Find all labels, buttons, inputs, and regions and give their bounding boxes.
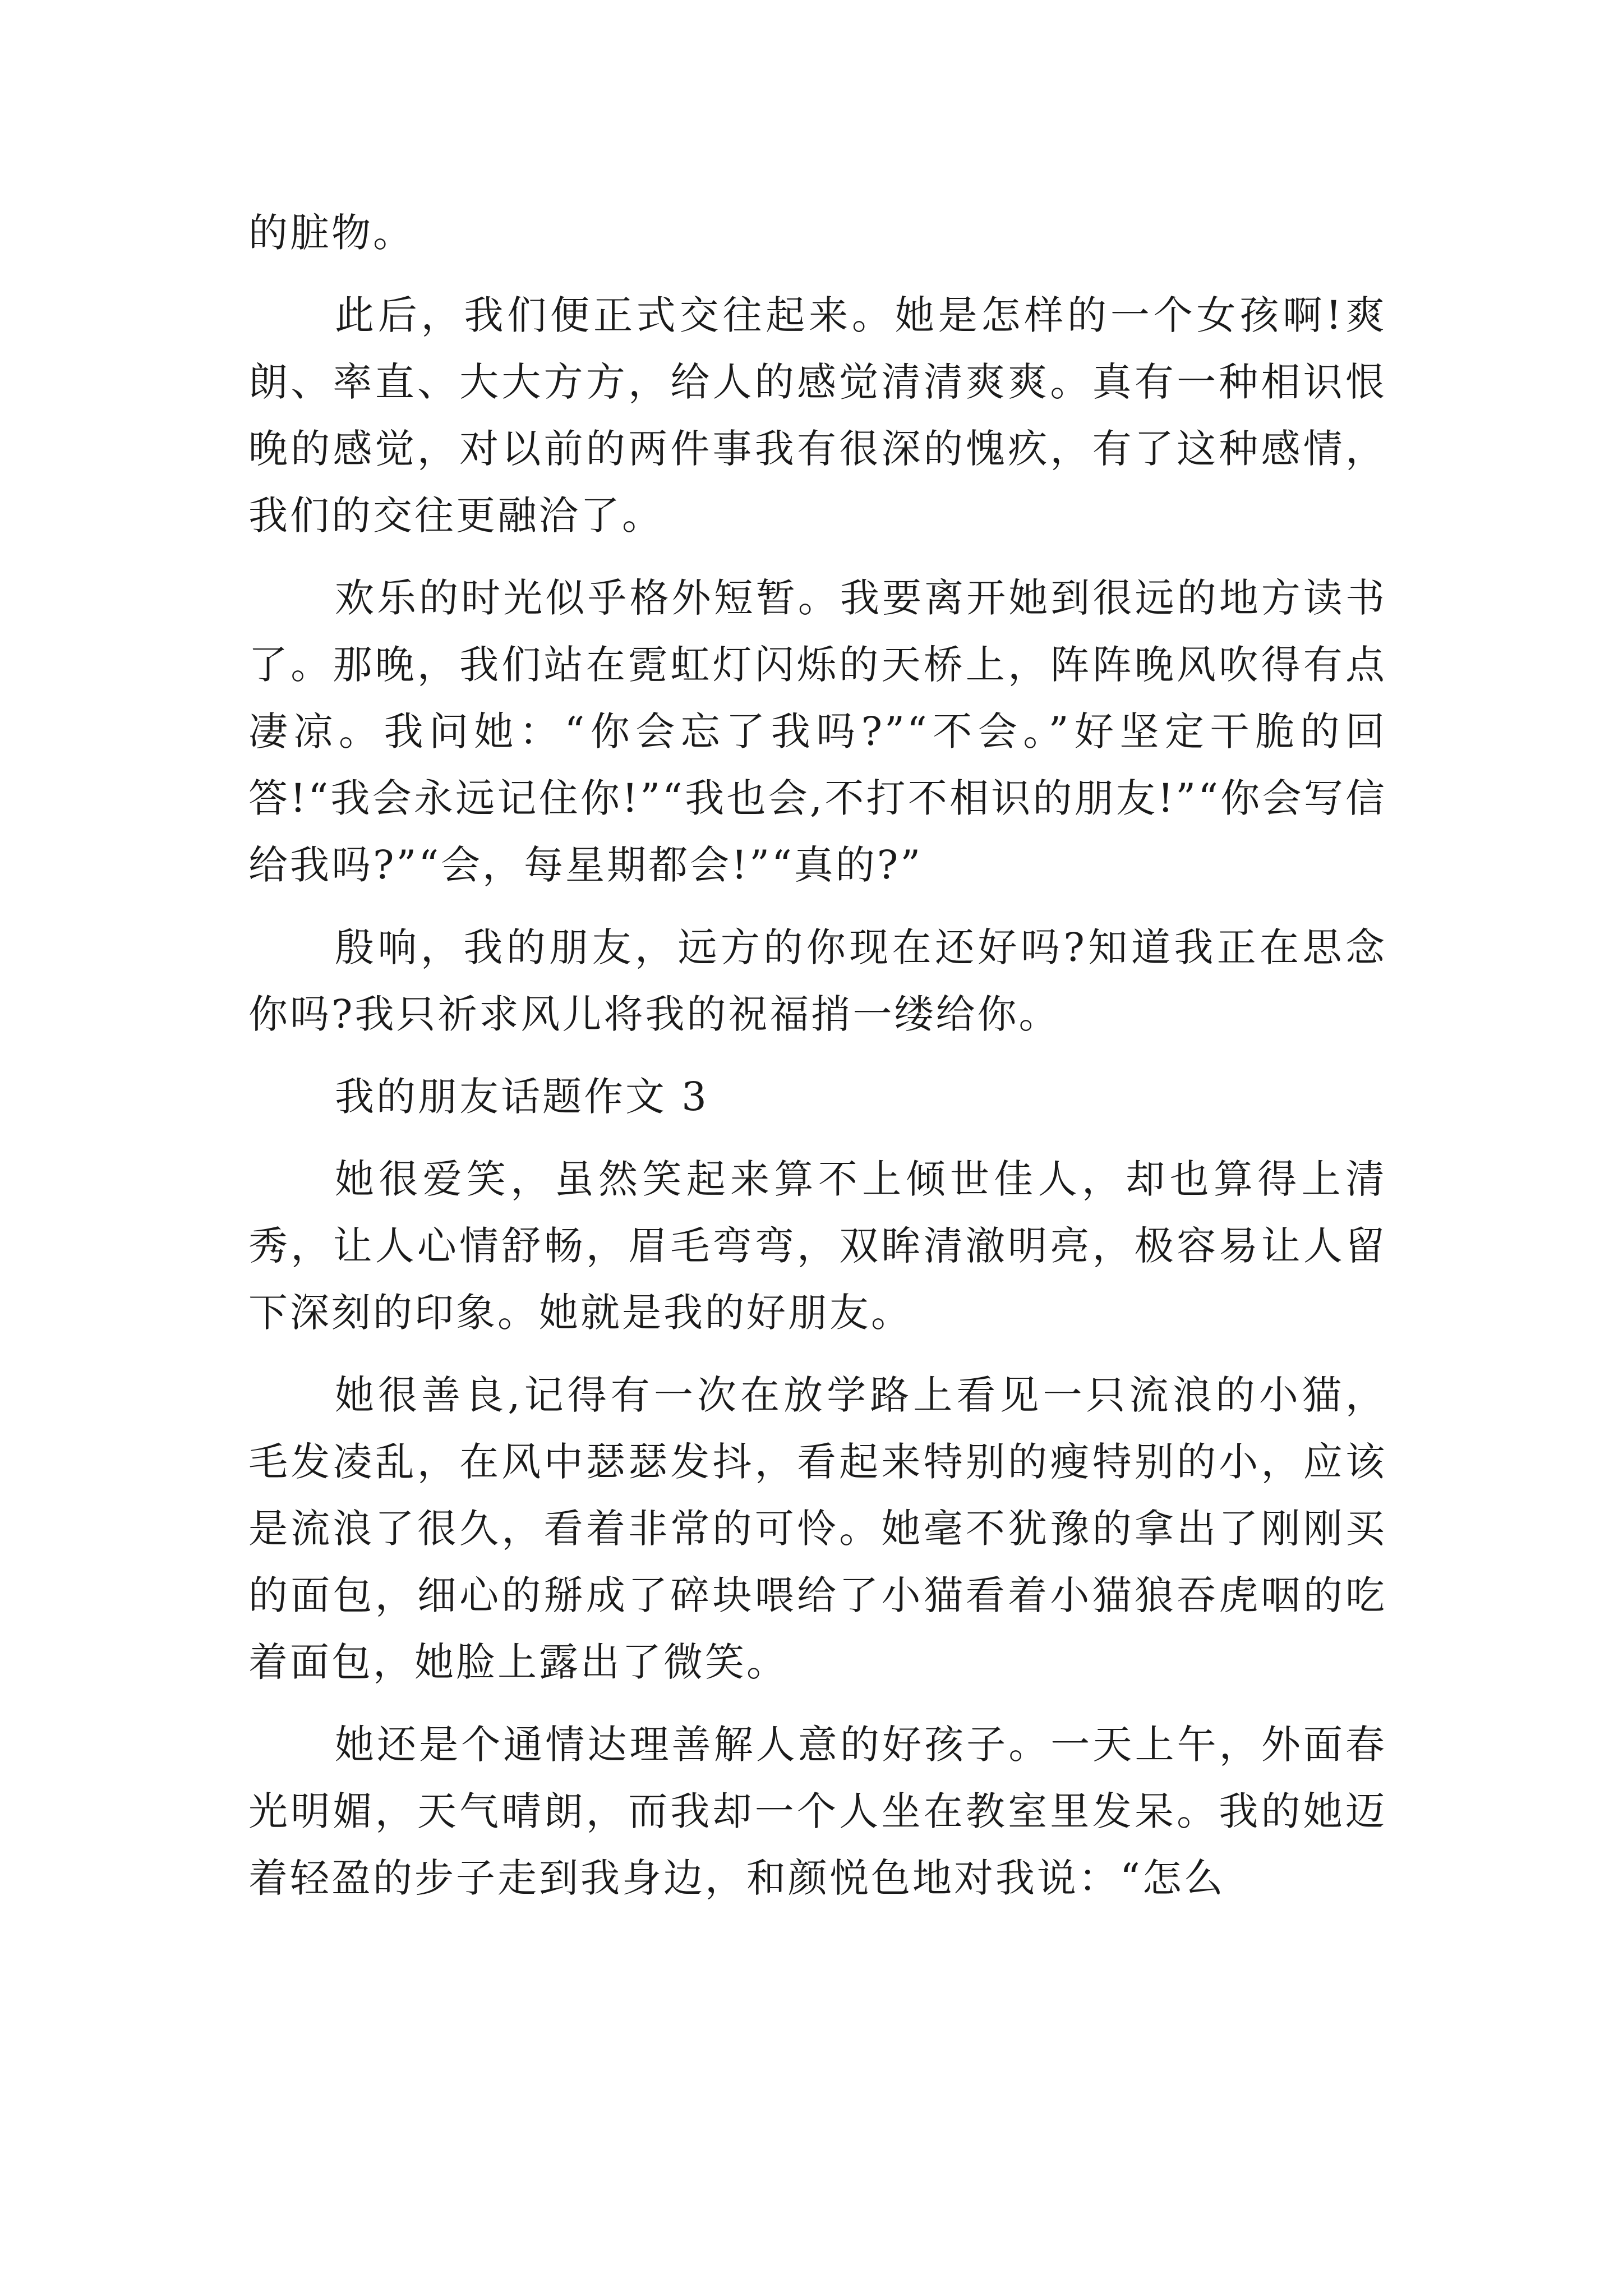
paragraph: 她很爱笑，虽然笑起来算不上倾世佳人，却也算得上清秀，让人心情舒畅，眉毛弯弯，双眸清澈明亮，极容易让人留下深刻的印象。她就是我的好朋友。 (248, 1156, 1387, 1336)
paragraph-continuation: 的脏物。 (248, 210, 414, 256)
paragraph: 她很善良,记得有一次在放学路上看见一只流浪的小猫，毛发凌乱，在风中瑟瑟发抖，看起来特别的瘦特别的小，应该是流浪了很久，看着非常的可怜。她毫不犹豫的拿出了刚刚买的面包，细心的掰成了碎块喂给了小猫看着小猫狼吞虎咽的吃着面包，她脸上露出了微笑。 (248, 1372, 1387, 1685)
paragraph: 此后，我们便正式交往起来。她是怎样的一个女孩啊!爽朗、率直、大大方方，给人的感觉清清爽爽。真有一种相识恨晚的感觉，对以前的两件事我有很深的愧疚，有了这种感情，我们的交往更融洽了。 (248, 292, 1387, 539)
document-body (248, 200, 1387, 1927)
paragraph: 她还是个通情达理善解人意的好孩子。一天上午，外面春光明媚，天气晴朗，而我却一个人坐在教室里发呆。我的她迈着轻盈的步子走到我身边，和颜悦色地对我说：“怎么 (248, 1722, 1387, 1901)
section-heading: 我的朋友话题作文 3 (335, 1074, 709, 1120)
paragraph: 欢乐的时光似乎格外短暂。我要离开她到很远的地方读书了。那晚，我们站在霓虹灯闪烁的天桥上，阵阵晚风吹得有点凄凉。我问她：“你会忘了我吗?”“不会。”好坚定干脆的回答!“我会永远记住你!”“我也会,不打不相识的朋友!”“你会写信给我吗?”“会，每星期都会!”“真的?” (248, 575, 1387, 888)
paragraph: 殷响，我的朋友，远方的你现在还好吗?知道我正在思念你吗?我只祈求风儿将我的祝福捎一缕给你。 (248, 924, 1387, 1037)
